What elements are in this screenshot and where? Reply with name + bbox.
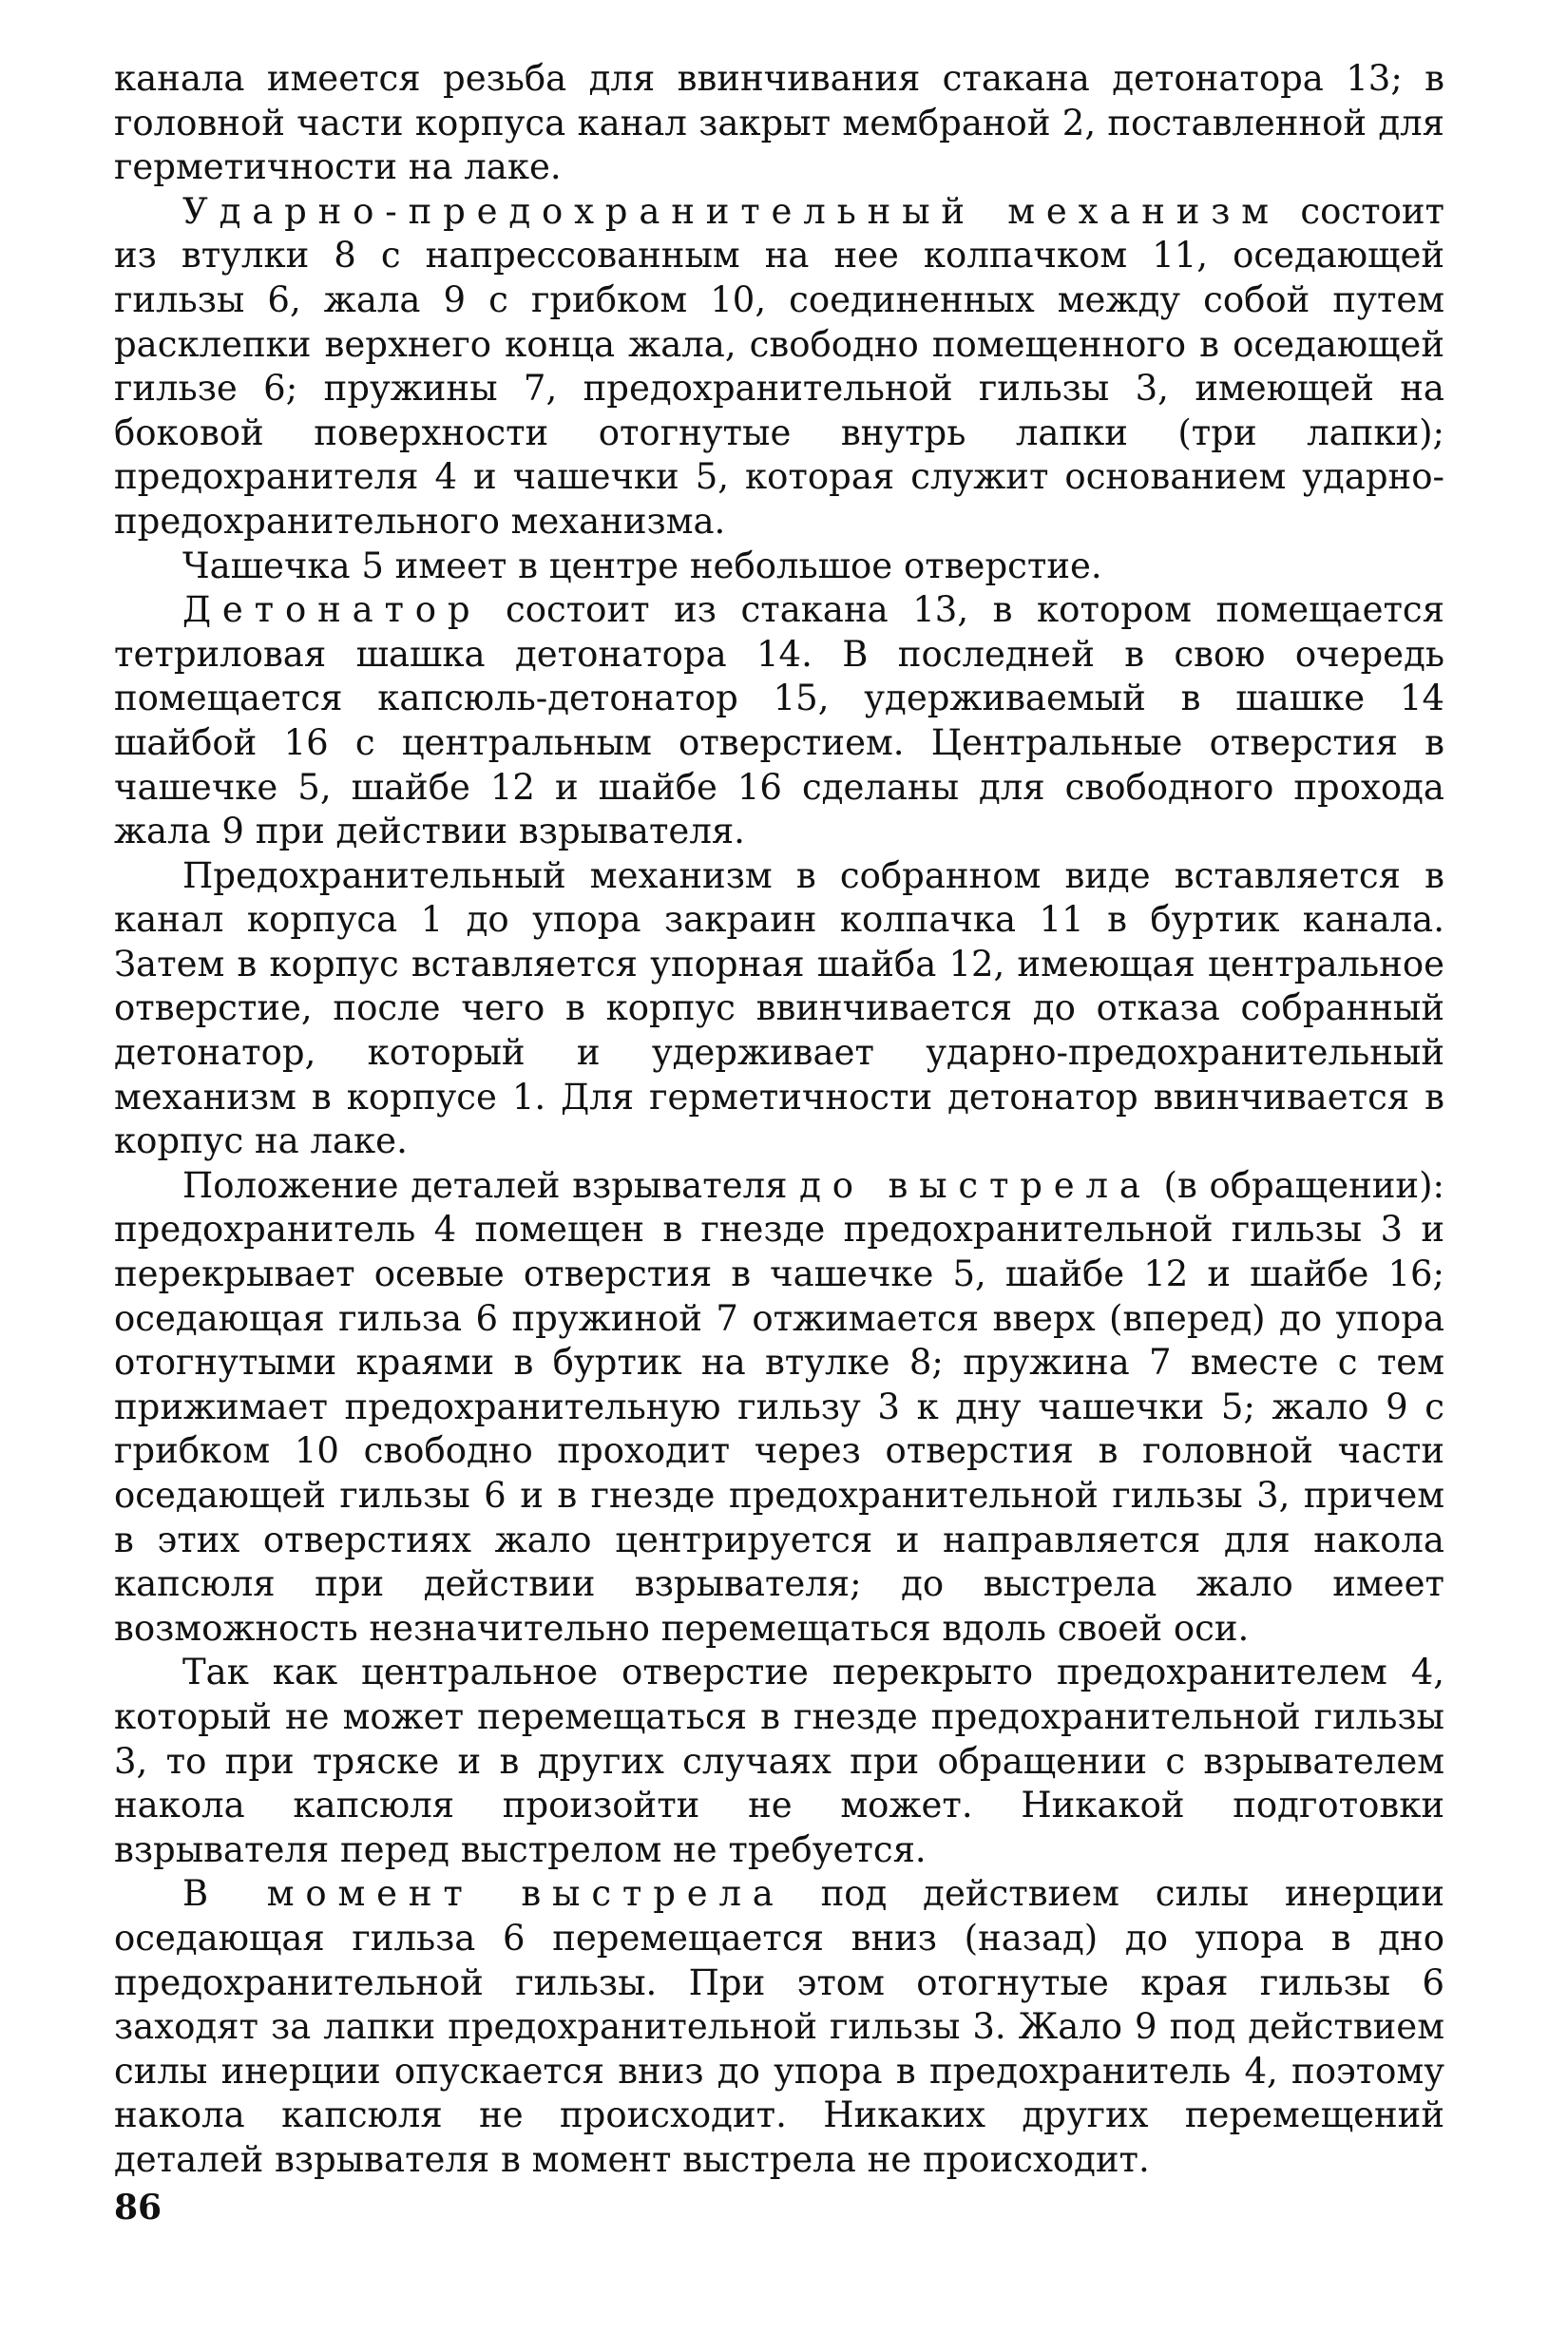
- text-segment: Чашечка 5 имеет в центре небольшое отверстие.: [182, 545, 1102, 586]
- text-segment: канала имеется резьба для ввинчивания стакана детонатора 13; в головной части корпуса канал закрыт мембраной 2, поставленной для герметичности на лаке.: [114, 58, 1444, 188]
- text-segment: Так как центральное отверстие перекрыто предохранителем 4, который не может перемещаться в гнезде предохранительной гильзы 3, то при тряске и в других случаях при обращении с взрывателем накола капсюля произойти не может. Никакой подготовки взрывателя перед выстрелом не требуется.: [114, 1652, 1444, 1870]
- text-segment: Предохранительный механизм в собранном виде вставляется в канал корпуса 1 до упора закраин колпачка 11 в буртик канала. Затем в корпус вставляется упорная шайба 12, имеющая центральное отверстие, после чего в корпус ввинчивается до отказа собранный детонатор, который и удерживает ударно-предохранительный механизм в корпусе 1. Для герметичности детонатор ввинчивается в корпус на лаке.: [114, 854, 1444, 1162]
- text-segment: Положение деталей взрывателя: [182, 1164, 800, 1206]
- paragraph-detonator: [114, 588, 1444, 854]
- paragraph-assembly: [114, 854, 1444, 1164]
- text-segment: (в обращении): предохранитель 4 помещен в гнезде предохранительной гильзы 3 и перекрывает осевые отверстия в чашечке 5, шайбе 12 и шайбе 16; оседающая гильза 6 пружиной 7 отжимается вверх (вперед) до упора отогнутыми краями в буртик на втулке 8; пружина 7 вместе с тем прижимает предохранительную гильзу 3 к дну чашечки 5; жало 9 с грибком 10 свободно проходит через отверстия в головной части оседающей гильзы 6 и в гнезде предохранительной гильзы 3, причем в этих отверстиях жало центрируется и направляется для накола капсюля при действии взрывателя; до выстрела жало имеет возможность незначительно перемещаться вдоль своей оси.: [114, 1164, 1444, 1649]
- section-term: Ударно-предохранительный механизм: [182, 190, 1280, 232]
- paragraph-before-shot: [114, 1164, 1444, 1652]
- section-term: до выстрела: [799, 1164, 1152, 1206]
- paragraph-moment-of-shot: [114, 1872, 1444, 2182]
- text-segment: состоит из стакана 13, в котором помещается тетриловая шашка детонатора 14. В последней в свою очередь помещается капсюль-детонатор 15, удерживаемый в шашке 14 шайбой 16 с центральным отверстием. Центральные отверстия в чашечке 5, шайбе 12 и шайбе 16 сделаны для свободного прохода жала 9 при действии взрывателя.: [114, 589, 1444, 852]
- paragraph-cup: [114, 545, 1444, 589]
- paragraph-impact-mechanism: [114, 190, 1444, 545]
- section-term: В момент выстрела: [182, 1873, 785, 1915]
- text-segment: под действием силы инерции оседающая гильза 6 перемещается вниз (назад) до упора в дно предохранительной гильзы. При этом отогнутые края гильзы 6 заходят за лапки предохранительной гильзы 3. Жало 9 под действием силы инерции опускается вниз до упора в предохранитель 4, поэтому накола капсюля не происходит. Никаких других перемещений деталей взрывателя в момент выстрела не происходит.: [114, 1873, 1444, 2180]
- text-segment: состоит из втулки 8 с напрессованным на нее колпачком 11, оседающей гильзы 6, жала 9 с грибком 10, соединенных между собой путем расклепки верхнего конца жала, свободно помещенного в оседающей гильзе 6; пружины 7, предохранительной гильзы 3, имеющей на боковой поверхности отогнутые внутрь лапки (три лапки); предохранителя 4 и чашечки 5, которая служит основанием ударно-предохранительного механизма.: [114, 190, 1444, 542]
- paragraph-canal-thread: [114, 57, 1444, 190]
- section-term: Детонатор: [182, 589, 482, 631]
- paragraph-safety: [114, 1651, 1444, 1872]
- document-page: [114, 57, 1444, 2319]
- page-number: 86: [114, 2188, 163, 2228]
